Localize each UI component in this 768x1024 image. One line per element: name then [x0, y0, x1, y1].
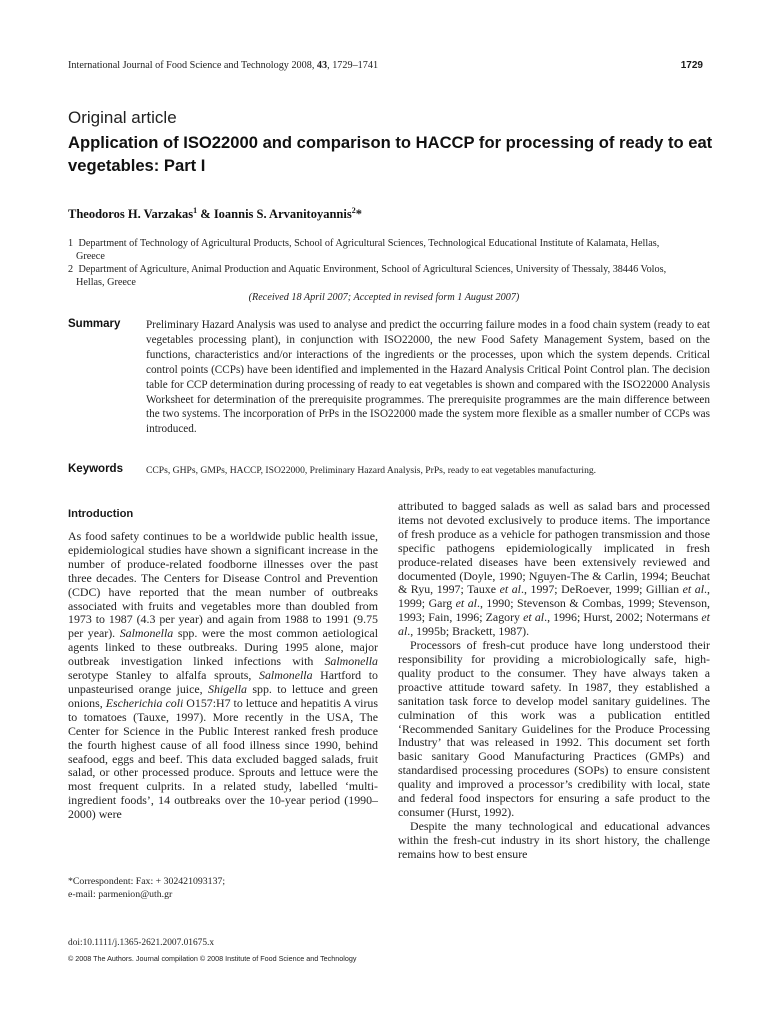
running-header	[68, 60, 378, 71]
affiliation-line: Hellas, Greece	[76, 277, 136, 288]
article-title: Application of ISO22000 and comparison to HACCP for processing of ready to eat vegetables: Part I	[68, 133, 713, 175]
text-run: ., 1999; Garg	[398, 582, 710, 611]
affiliation-line: Department of Agriculture, Animal Production and Aquatic Environment, School of Agricultural Sciences, University of Thessaly, 38446 Volos,	[78, 264, 667, 275]
text-run: As food safety continues to be a worldwide public health issue, epidemiological studies have shown a significant increase in the number of produce-related foodborne illnesses over the past three decades. The Centers for Disease Control and Prevention (CDC) have reported that the mean number of outbreaks associated with fruits and vegetables more than doubled from 1973 to 1987 (4.3 per year) and again from 1988 to 1991 (9.75 per year).	[68, 529, 378, 641]
corresponding-mark: *	[355, 207, 362, 222]
author-1-affil: 1	[193, 206, 198, 215]
text-run: spp. were the most common aetiological agents linked to these outbreaks. During 1995 alone, major outbreak investigation linked infections with	[68, 626, 379, 669]
species-name: Shigella	[208, 681, 247, 696]
species-name: Salmonella	[119, 626, 174, 641]
et-al: et al	[398, 610, 710, 639]
text-run: O157:H7 to lettuce and hepatitis A virus to tomatoes (Tauxe, 1997). More recently in the USA, The Center for Science in the Public Interest ranked fresh produce the fourth highest cause of all food illness since 1990, behind seafood, eggs and beef. This data excluded bagged salads, fruit salad, or other processed produce. Sprouts and lettuce were the most frequent culprits. In a related study, labelled ‘multi-ingredient foods’, 14 outbreaks over the 10-year period (1990–2000) were	[68, 695, 378, 822]
keywords-text: CCPs, GHPs, GMPs, HACCP, ISO22000, Preliminary Hazard Analysis, PrPs, ready to eat vegetables manufacturing.	[146, 465, 597, 476]
affiliation-1	[68, 237, 723, 263]
affiliation-line: Greece	[76, 251, 105, 262]
journal-volume: 43	[316, 60, 328, 71]
species-name: Salmonella	[259, 668, 313, 683]
text-run: ., 1990; Stevenson & Combas, 1999; Stevenson, 1993; Fain, 1996; Zagory	[398, 596, 710, 625]
author-2-affil: 2	[351, 206, 356, 215]
correspondent-footnote	[68, 876, 378, 901]
text-run: spp. to lettuce and green onions,	[68, 681, 378, 710]
author-2: Ioannis S. Arvanitoyannis	[213, 207, 352, 222]
page-number: 1729	[680, 60, 703, 71]
affiliation-2	[68, 263, 723, 289]
species-name: Escherichia coli	[105, 695, 184, 710]
summary-label: Summary	[68, 318, 121, 330]
species-name: Salmonella	[324, 654, 378, 669]
summary-text: Preliminary Hazard Analysis was used to analyse and predict the occurring failure modes in a food chain system (ready to eat vegetables processing plant), in conjunction with ISO22000, the new Food Safety Management System, based on the functions, characteristics and/or interactions of the ingredients or the processes, upon which the system depends. Critical control points (CCPs) have been identified and implemented in the Hazard Analysis Critical Point Control plan. The decision table for CCP determination during processing of ready to eat vegetables is shown and compared with the ISO22000 Analysis Worksheet for determination of the prerequisite programmes. The prerequisite programmes are the main difference between the two systems. The incorporation of PrPs in the ISO22000 made the system more flexible as a smaller number of CCPs was introduced.	[146, 319, 710, 436]
keywords-label: Keywords	[68, 463, 123, 475]
et-al: et al	[682, 582, 705, 597]
intro-paragraph-1-cont	[398, 500, 710, 639]
text-run: ., 1995b; Brackett, 1987).	[407, 624, 530, 639]
received-dates: (Received 18 April 2007; Accepted in revised form 1 August 2007)	[248, 292, 520, 303]
intro-paragraph-1	[68, 530, 378, 822]
author-1: Theodoros H. Varzakas	[68, 207, 194, 222]
author-list	[68, 206, 362, 222]
doi: doi:10.1111/j.1365-2621.2007.01675.x	[68, 938, 215, 948]
text-run: Hartford to unpasteurised orange juice,	[68, 668, 378, 696]
affiliation-number: 2	[68, 264, 74, 275]
body-column-left	[68, 530, 378, 822]
affiliation-line: Department of Technology of Agricultural Products, School of Agricultural Sciences, Technological Educational Institute of Kalamata, Hellas,	[78, 238, 660, 249]
intro-paragraph-2: Processors of fresh-cut produce have long understood their responsibility for providing a microbiologically safe, high-quality product to the consumer. They have always taken a proactive attitude toward safety. In 1987, they established a sanitation task force to develop model sanitary guidelines. The culmination of this work was a publication entitled ‘Recommended Sanitary Guidelines for the Produce Processing Industry’ that was released in 1992. This document set forth basic sanitary Good Manufacturing Practices (GMPs) and standardised processing procedures (SOPs) to ensure consistent quality and improved a processor’s credibility with local, state and federal food inspectors for ensuring a safe product to the consumer (Hurst, 1992).	[398, 638, 710, 819]
copyright-notice: © 2008 The Authors. Journal compilation © 2008 Institute of Food Science and Technology	[68, 954, 357, 963]
article-type: Original article	[68, 108, 177, 127]
body-column-right	[398, 500, 710, 862]
affiliation-number: 1	[68, 238, 74, 249]
journal-citation-pre: International Journal of Food Science and Technology 2008,	[68, 60, 317, 71]
text-run: ., 1997; DeRoever, 1999; Gillian	[520, 582, 683, 597]
et-al: et al	[499, 582, 521, 597]
et-al: et al	[523, 610, 545, 625]
intro-paragraph-3: Despite the many technological and educational advances within the fresh-cut industry in its short history, the challenge remains how to best ensure	[398, 818, 710, 861]
et-al: et al	[455, 596, 477, 611]
author-separator: &	[197, 207, 214, 222]
footnote-fax: *Correspondent: Fax: + 302421093137;	[68, 876, 226, 887]
journal-citation-post: , 1729–1741	[327, 60, 379, 71]
text-run: serotype Stanley to alfalfa sprouts,	[68, 668, 260, 683]
footnote-email: e-mail: parmenion@uth.gr	[68, 888, 173, 900]
text-run: attributed to bagged salads as well as salad bars and processed items not devoted exclusively to produce items. The importance of fresh produce as a vehicle for pathogen transmission and those specific pathogens epidemiologically implicated in fresh produce-related diseases have been extensively reviewed and documented (Doyle, 1990; Nguyen-The & Carlin, 1994; Beuchat & Ryu, 1997; Tauxe	[398, 499, 710, 597]
text-run: ., 1996; Hurst, 2002; Notermans	[544, 610, 702, 625]
introduction-heading: Introduction	[68, 508, 134, 520]
